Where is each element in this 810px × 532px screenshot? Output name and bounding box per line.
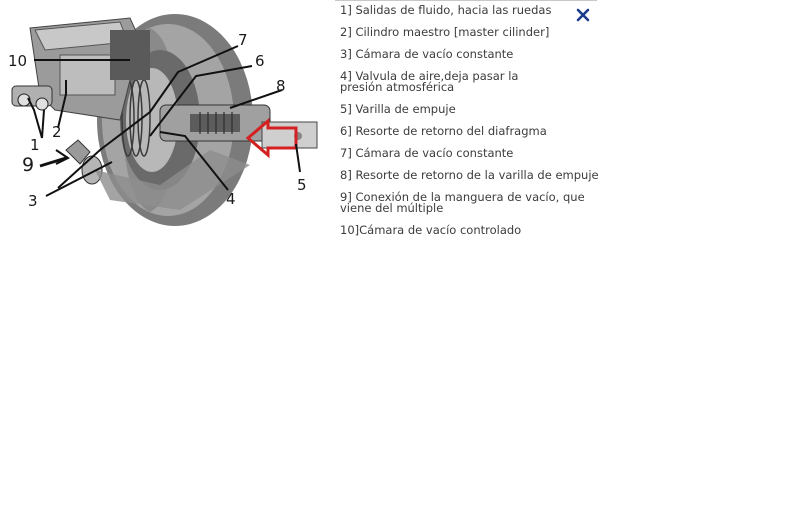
legend-item: 10]Cámara de vacío controlado — [340, 223, 522, 237]
legend-item: 8] Resorte de retorno de la varilla de empuje — [340, 168, 599, 182]
legend — [340, 5, 602, 247]
diagram-label-9: 9 — [22, 154, 35, 176]
legend-item: 3] Cámara de vacío constante — [340, 47, 514, 61]
push-rod — [262, 122, 317, 148]
diagram-label-5: 5 — [297, 176, 307, 194]
diagram-label-6: 6 — [255, 52, 265, 70]
diagram-label-8: 8 — [276, 77, 286, 95]
divider — [335, 0, 597, 1]
diagram-label-1: 1 — [30, 136, 40, 154]
close-icon[interactable] — [576, 8, 590, 22]
brake-booster-diagram — [0, 0, 335, 240]
diagram-label-3: 3 — [28, 192, 38, 210]
diagram-label-2: 2 — [52, 123, 62, 141]
diagram-label-7: 7 — [238, 31, 248, 49]
legend-item: 5] Varilla de empuje — [340, 102, 456, 116]
legend-item: 2] Cilindro maestro [master cilinder] — [340, 25, 550, 39]
legend-item: 1] Salidas de fluido, hacia las ruedas — [340, 3, 552, 17]
legend-item: 6] Resorte de retorno del diafragma — [340, 124, 547, 138]
diagram-label-10: 10 — [8, 52, 28, 70]
legend-item: 4] Valvula de aire,deja pasar la presión atmosférica — [340, 69, 519, 94]
diagram-label-4: 4 — [226, 190, 236, 208]
legend-item: 7] Cámara de vacío constante — [340, 146, 514, 160]
legend-item: 9] Conexión de la manguera de vacío, que viene del múltiple — [340, 190, 585, 215]
